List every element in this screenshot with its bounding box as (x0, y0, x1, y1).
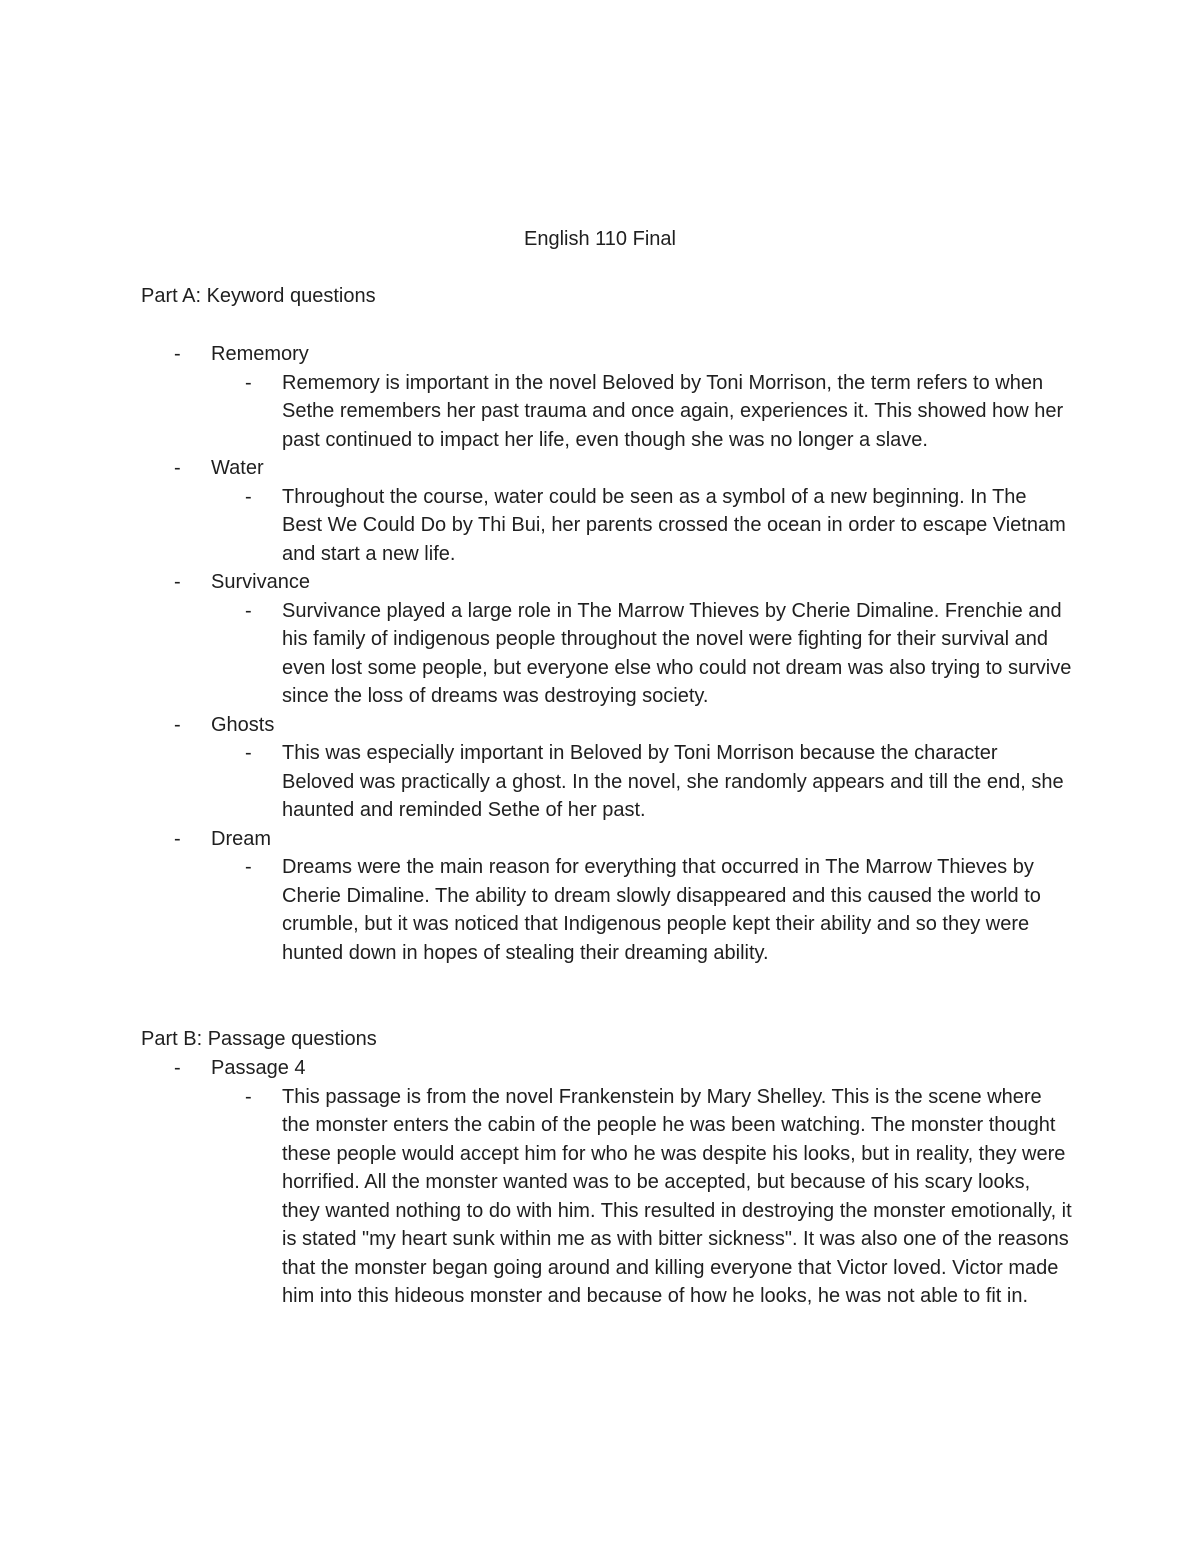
term-label: Survivance (211, 571, 310, 593)
bullet-dash: - (174, 457, 181, 479)
term-label: Dream (211, 827, 272, 850)
description-item (0, 597, 1200, 711)
description-item (0, 1083, 1200, 1311)
description-item (0, 483, 1200, 569)
bullet-dash: - (174, 343, 181, 365)
part-b-heading: Part B: Passage questions (141, 1028, 377, 1050)
bullet-dash: - (245, 599, 252, 622)
bullet-dash: - (245, 485, 252, 508)
list-item (0, 568, 1200, 711)
list-item (0, 711, 1200, 825)
bullet-dash: - (245, 1085, 252, 1108)
description-text: Rememory is important in the novel Beloved by Toni Morrison, the term refers to when Sethe remembers her past trauma and once again, experiences it. This showed how her past continued to impact her life, even though she was no longer a slave. (282, 371, 1064, 451)
list-item (0, 825, 1200, 968)
list-item (0, 1054, 1200, 1311)
bullet-dash: - (245, 371, 252, 394)
bullet-dash: - (245, 742, 252, 764)
description-text: Survivance played a large role in The Marrow Thieves by Cherie Dimaline. Frenchie and his family of indigenous people throughout the novel were fighting for their survival and even lost some people, but everyone else who could not dream was also trying to survive since the loss of dreams was destroying society. (282, 599, 1072, 707)
part-a-list (0, 340, 1200, 967)
bullet-dash: - (174, 827, 181, 850)
list-item (0, 454, 1200, 568)
list-item (0, 340, 1200, 454)
part-b-list (0, 1054, 1200, 1311)
description-text: This was especially important in Beloved by Toni Morrison because the character Beloved was practically a ghost. In the novel, she randomly appears and till the end, she haunted and reminded Sethe of her past. (282, 742, 1064, 821)
term-label: Passage 4 (211, 1057, 306, 1079)
bullet-dash: - (245, 856, 252, 878)
description-text: Throughout the course, water could be seen as a symbol of a new beginning. In The Best We Could Do by Thi Bui, her parents crossed the ocean in order to escape Vietnam and start a new life. (282, 485, 1066, 565)
term-label: Water (211, 457, 264, 479)
description-text: Dreams were the main reason for everything that occurred in The Marrow Thieves by Cherie Dimaline. The ability to dream slowly disappeared and this caused the world to crumble, but it was noticed that Indigenous people kept their ability and so they were hunted down in hopes of stealing their dreaming ability. (282, 856, 1041, 964)
description-item (0, 369, 1200, 455)
document-title: English 110 Final (524, 228, 676, 250)
description-item (0, 853, 1200, 967)
description-item (0, 739, 1200, 825)
bullet-dash: - (174, 1057, 181, 1079)
part-a-heading: Part A: Keyword questions (141, 285, 376, 307)
description-text: This passage is from the novel Frankenstein by Mary Shelley. This is the scene where the monster enters the cabin of the people he was been watching. The monster thought these people would accept him for who he was despite his looks, but in reality, they were horrified. All the monster wanted was to be accepted, but because of his scary looks, they wanted nothing to do with him. This resulted in destroying the monster emotionally, it is stated "my heart sunk within me as with bitter sickness". It was also one of the reasons that the monster began going around and killing everyone that Victor loved. Victor made him into this hideous monster and because of how he looks, he was not able to fit in. (282, 1085, 1072, 1307)
term-label: Rememory (211, 343, 309, 365)
term-label: Ghosts (211, 713, 275, 736)
bullet-dash: - (174, 571, 181, 593)
bullet-dash: - (174, 713, 181, 736)
